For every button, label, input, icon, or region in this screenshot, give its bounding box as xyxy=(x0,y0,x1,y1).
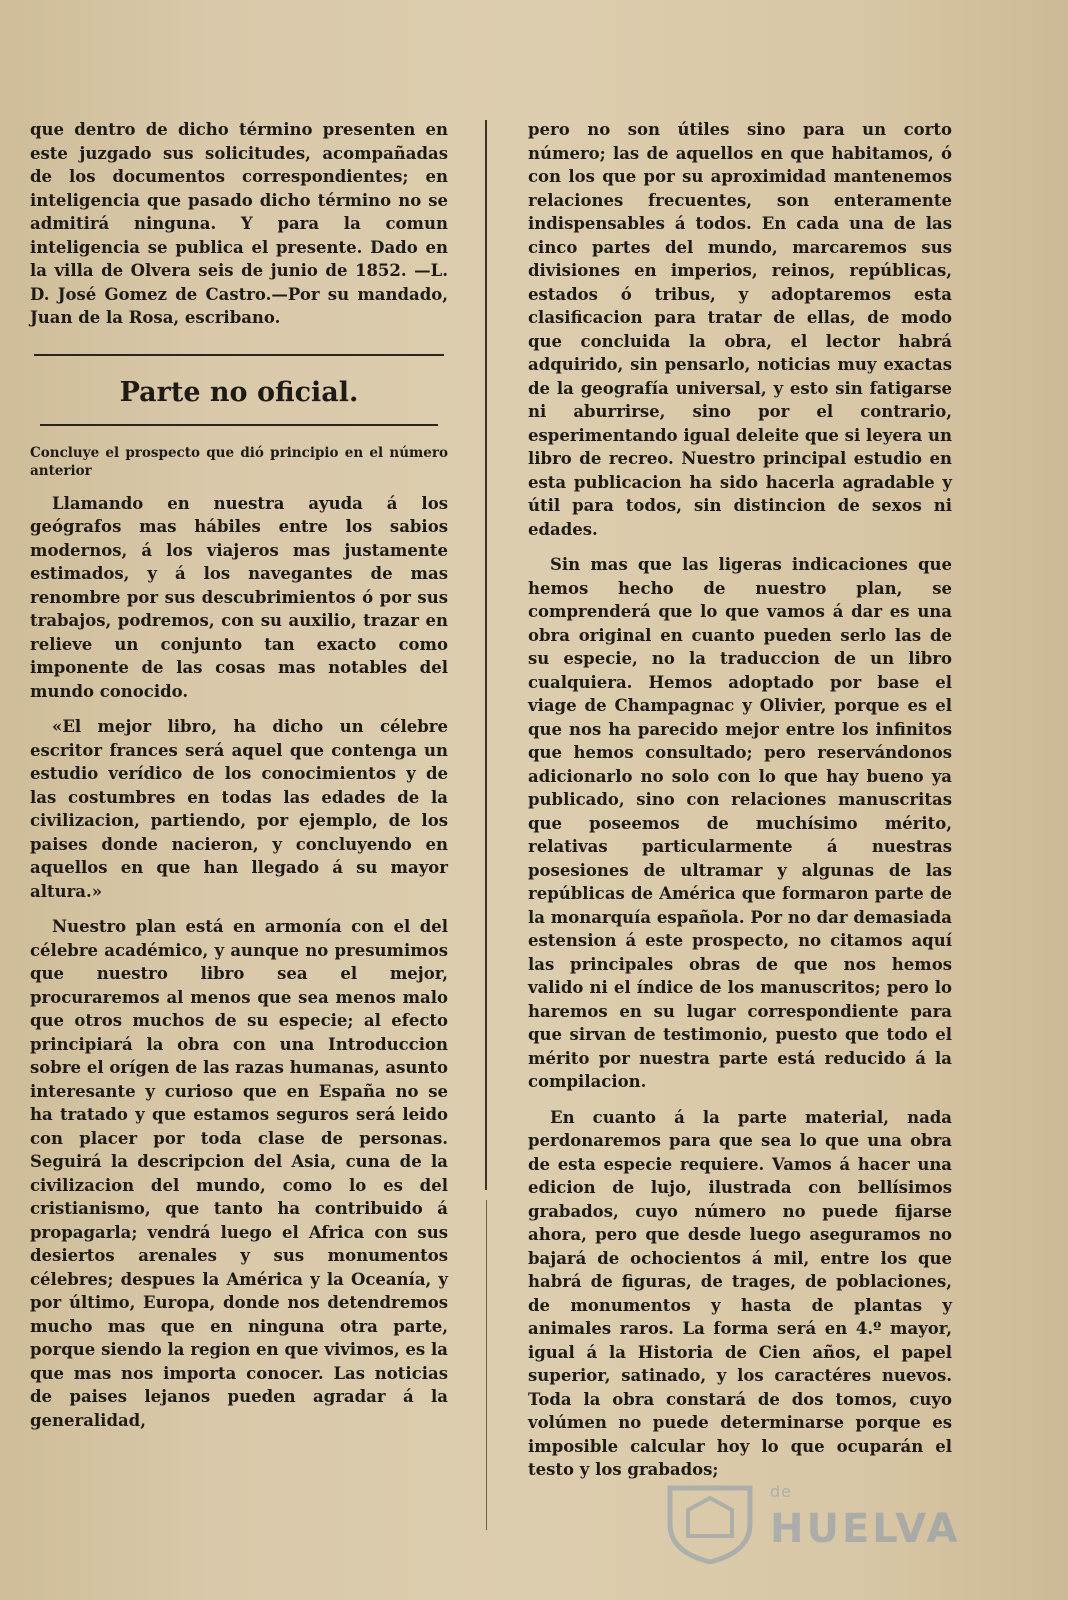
right-column xyxy=(528,118,952,1494)
section-title: Parte no oficial. xyxy=(119,376,359,408)
shield-icon xyxy=(660,1480,760,1564)
body-paragraph: Llamando en nuestra ayuda á los geógrafos mas hábiles entre los sabios modernos, á los viajeros mas justamente estimados, y á los navegantes de mas renombre por sus descubrimientos ó por sus trabajos, podremos, con su auxilio, trazar en relieve un conjunto tan exacto como imponente de las cosas mas notables del mundo conocido. xyxy=(30,493,448,701)
body-paragraph: Sin mas que las ligeras indicaciones que hemos hecho de nuestro plan, se comprenderá que lo que vamos á dar es una obra original en cuanto pueden serlo las de su especie, no la traduccion de un libro cualquiera. Hemos adoptado por base el viage de Champagnac y Olivier, porque es el que nos ha parecido mejor entre los infinitos que hemos consultado; pero reservándonos adicionarlo no solo con lo que hay bueno ya publicado, sino con relaciones manuscritas que poseemos de muchísimo mérito, relativas particularmente á nuestras posesiones de ultramar y algunas de las repúblicas de América que formaron parte de la monarquía española. Por no dar demasiada estension á este prospecto, no citamos aquí las principales obras de que nos hemos valido ni el índice de los manuscritos; pero lo haremos en su lugar correspondiente para que sirvan de testimonio, puesto que todo el mérito por nuestra parte está reducido á la compilacion. xyxy=(528,555,952,1091)
prospect-note: Concluye el prospecto que dió principio en el número anterior xyxy=(30,444,448,479)
watermark-top-text: de xyxy=(770,1482,792,1501)
column-rule xyxy=(485,120,487,1190)
section-divider-bottom xyxy=(40,424,438,426)
opening-paragraph: que dentro de dicho término presenten en este juzgado sus solicitudes, acompañadas de los documentos correspondientes; en inteligencia que pasado dicho término no se admitirá ninguna. Y para la comun inteligencia se publica el presente. Dado en la villa de Olvera seis de junio de 1852. —L. D. José Gomez de Castro.—Por su mandado, Juan de la Rosa, escribano. xyxy=(30,120,448,327)
body-paragraph: «El mejor libro, ha dicho un célebre escritor frances será aquel que contenga un estudio verídico de los conocimientos y de las costumbres en todas las edades de la civilizacion, partiendo, por ejemplo, de los paises donde nacieron, y concluyendo en aquellos en que han llegado á su mayor altura.» xyxy=(30,717,448,901)
body-paragraph: Nuestro plan está en armonía con el del célebre académico, y aunque no presumimos que nuestro libro sea el mejor, procuraremos al menos que sea menos malo que otros muchos de su especie; al efecto principiará la obra con una Introduccion sobre el orígen de las razas humanas, asunto interesante y curioso que en España no se ha tratado y que estamos seguros será leido con placer por toda clase de personas. Seguirá la descripcion del Asia, cuna de la civilizacion del mundo, como lo es del cristianismo, que tanto ha contribuido á propagarla; vendrá luego el Africa con sus desiertos arenales y sus monumentos célebres; despues la América y la Oceanía, y por último, Europa, donde nos detendremos mucho mas que en ninguna otra parte, porque siendo la region en que vivimos, es la que mas nos importa conocer. Las noticias de paises lejanos pueden agradar á la generalidad, xyxy=(30,917,448,1430)
library-watermark xyxy=(660,1480,960,1570)
column-rule-lower xyxy=(486,1200,487,1530)
watermark-main-text: HUELVA xyxy=(770,1506,961,1552)
section-divider-top xyxy=(34,354,444,356)
body-paragraph: pero no son útiles sino para un corto número; las de aquellos en que habitamos, ó con los que por su aproximidad mantenemos relaciones frecuentes, son enteramente indispensables á todos. En cada una de las cinco partes del mundo, marcaremos sus divisiones en imperios, reinos, repúblicas, estados ó tribus, y adoptaremos esta clasificacion para tratar de ellas, de modo que concluida la obra, el lector habrá adquirido, sin pensarlo, noticias muy exactas de la geografía universal, y esto sin fatigarse ni aburrirse, sino por el contrario, esperimentando igual deleite que si leyera un libro de recreo. Nuestro principal estudio en esta publicacion ha sido hacerla agradable y útil para todos, sin distincion de sexos ni edades. xyxy=(528,120,952,539)
body-paragraph: En cuanto á la parte material, nada perdonaremos para que sea lo que una obra de esta especie requiere. Vamos á hacer una edicion de lujo, ilustrada con bellísimos grabados, cuyo número no puede fijarse ahora, pero que desde luego aseguramos no bajará de ochocientos á mil, entre los que habrá de figuras, de trages, de poblaciones, de monumentos y hasta de plantas y animales raros. La forma será en 4.º mayor, igual á la Historia de Cien años, el papel superior, satinado, y los caractéres nuevos. Toda la obra constará de dos tomos, cuyo volúmen no puede determinarse porque es imposible calcular hoy lo que ocuparán el testo y los grabados; xyxy=(528,1107,952,1479)
left-column xyxy=(30,118,448,1444)
